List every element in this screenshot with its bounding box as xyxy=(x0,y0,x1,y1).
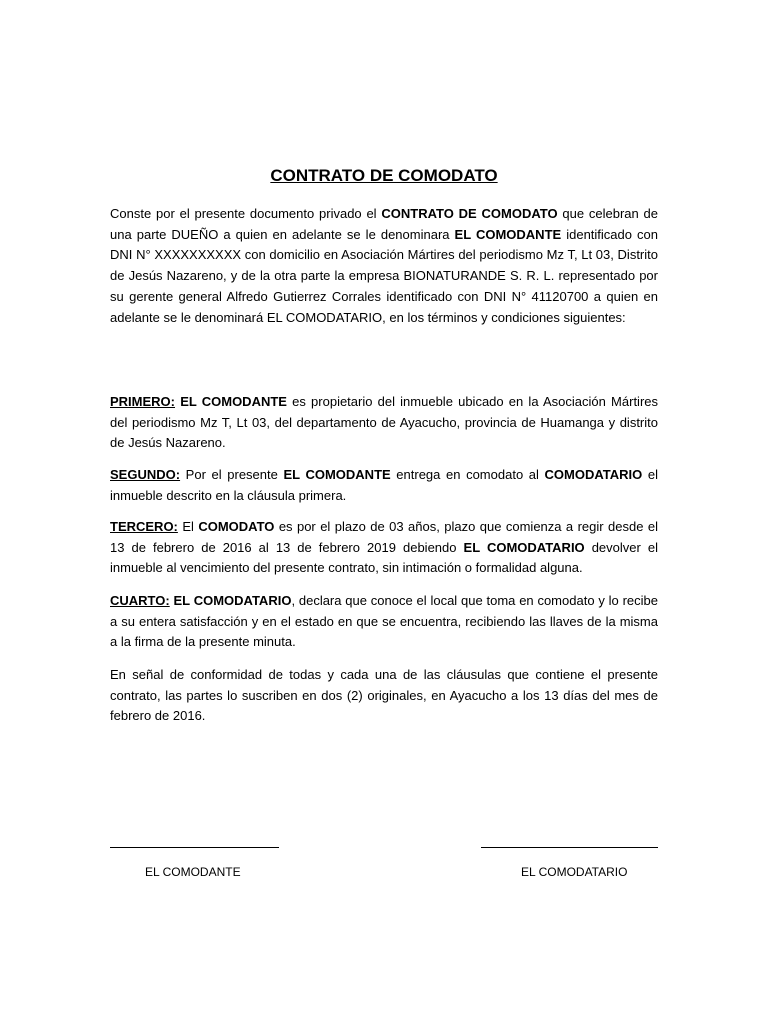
clause-tercero-text-2: es por el plazo de 03 años, plazo que comienza a regir desde el 13 de febrero de 2016 al 13 de febrero 2019 debiendo xyxy=(110,519,658,555)
intro-bold-contract: CONTRATO DE COMODATO xyxy=(381,206,558,221)
clause-segundo xyxy=(110,465,658,506)
intro-text-1: Conste por el presente documento privado el xyxy=(110,206,382,221)
clause-segundo-bold-2: COMODATARIO xyxy=(544,467,643,482)
clause-tercero-text-3: devolver el inmueble al vencimiento del presente contrato, sin intimación o formalidad alguna. xyxy=(110,539,658,576)
clause-segundo-bold-1: EL COMODANTE xyxy=(283,467,391,482)
clause-primero-bold: EL COMODANTE xyxy=(180,394,287,409)
clause-cuarto-label: CUARTO: xyxy=(110,593,170,608)
clause-tercero xyxy=(110,517,658,579)
clause-segundo-label: SEGUNDO: xyxy=(110,467,181,482)
clause-primero xyxy=(110,392,658,454)
intro-text-2: que celebran de una parte DUEÑO a quien en adelante se le denominara xyxy=(110,206,659,242)
clause-tercero-text-1: El xyxy=(177,519,199,534)
clause-primero-label: PRIMERO: xyxy=(110,394,175,409)
clause-tercero-label: TERCERO: xyxy=(110,519,178,534)
clause-tercero-bold-2: EL COMODATARIO xyxy=(463,539,585,555)
signature-label-comodatario: EL COMODATARIO xyxy=(521,865,628,879)
signature-line-right xyxy=(481,847,658,848)
clause-tercero-bold-1: COMODATO xyxy=(198,519,275,534)
signature-line-left xyxy=(110,847,279,848)
clause-cuarto-bold: EL COMODATARIO xyxy=(173,593,292,608)
clause-primero-text: es propietario del inmueble ubicado en la Asociación Mártires del periodismo Mz T, Lt 03, del departamento de Ayacucho, provincia de Huamanga y distrito de Jesús Nazareno. xyxy=(110,394,658,451)
signature-label-comodante: EL COMODANTE xyxy=(145,865,241,879)
document-title: CONTRATO DE COMODATO xyxy=(270,166,498,185)
clause-cuarto xyxy=(110,591,658,653)
clause-cuarto-text: , declara que conoce el local que toma en comodato y lo recibe a su entera satisfacción y en el estado en que se encuentra, recibiendo las llaves de la misma a la firma de la presente minuta. xyxy=(110,593,658,650)
clause-segundo-text-2: entrega en comodato al xyxy=(390,467,545,482)
clause-segundo-text-1: Por el presente xyxy=(180,467,284,482)
closing-paragraph: En señal de conformidad de todas y cada una de las cláusulas que contiene el presente contrato, las partes lo suscriben en dos (2) originales, en Ayacucho a los 13 días del mes de febrero de 2016. xyxy=(110,667,658,724)
clause-segundo-text-3: el inmueble descrito en la cláusula primera. xyxy=(110,467,658,503)
intro-bold-comodante: EL COMODANTE xyxy=(454,226,562,242)
intro-text-3: identificado con DNI N° XXXXXXXXXX con domicilio en Asociación Mártires del periodismo Mz T, Lt 03, Distrito de Jesús Nazareno, y de la otra parte la empresa BIONATURANDE S. R. L. representado por su gerente general Alfredo Gutierrez Corrales identificado con DNI N° 41120700 a quien en adelante se le denominará EL COMODATARIO, en los términos y condiciones siguientes: xyxy=(110,226,658,325)
intro-paragraph xyxy=(110,204,658,328)
